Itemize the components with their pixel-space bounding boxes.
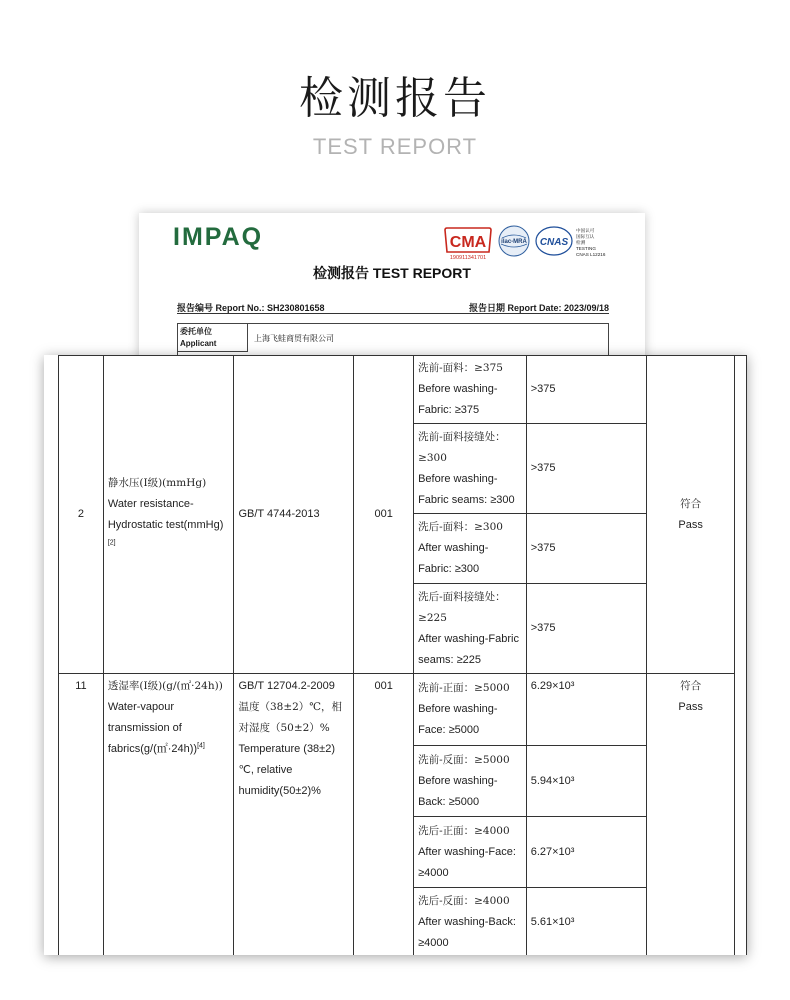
cma-number: 190911341701 (449, 255, 487, 261)
requirement-cell: 洗前-正面：≥5000 Before washing-Face: ≥5000 (414, 674, 527, 746)
requirement-cell: 洗前-反面：≥5000 Before washing-Back: ≥5000 (414, 746, 527, 817)
divider (177, 313, 609, 314)
table-row (59, 356, 747, 424)
requirement-cell: 洗后-面料：≥300 After washing-Fabric: ≥300 (414, 514, 527, 584)
item-number: 11 (59, 674, 104, 956)
report-date: 报告日期 Report Date: 2023/09/18 (468, 303, 609, 313)
requirement-cell: 洗前-面料：≥375 Before washing-Fabric: ≥375 (414, 356, 527, 424)
cma-text: CMA (449, 234, 487, 251)
item-name: 静水压(Ⅰ级)(mmHg) Water resistance-Hydrostatic test(mmHg)[2] (103, 356, 234, 674)
test-results-sheet (44, 355, 747, 955)
result-cell: >375 (526, 584, 647, 674)
sample-number: 001 (354, 674, 414, 956)
svg-text:国际互认: 国际互认 (576, 234, 595, 239)
table-row (59, 674, 747, 746)
result-cell: 6.29×10³ (526, 674, 647, 746)
result-cell: 5.94×10³ (526, 746, 647, 817)
verdict-cell: 符合 Pass (647, 356, 735, 674)
cma-mark-icon (445, 228, 491, 261)
report-heading: 检测报告 TEST REPORT (313, 265, 471, 281)
table-edge (734, 356, 746, 956)
requirement-cell: 洗前-面料接缝处：≥300 Before washing-Fabric seams: ≥300 (414, 424, 527, 514)
svg-text:CNAS L12216: CNAS L12216 (576, 252, 606, 257)
requirement-cell: 洗后-正面：≥4000 After washing-Face: ≥4000 (414, 817, 527, 888)
requirement-cell: 洗后-反面：≥4000 After washing-Back: ≥4000 (414, 888, 527, 956)
result-cell: 6.27×10³ (526, 817, 647, 888)
applicant-label: 委托单位 Applicant (178, 324, 248, 352)
item-number: 2 (59, 356, 104, 674)
report-number: 报告编号 Report No.: SH230801658 (177, 303, 325, 313)
impaq-logo: IMPAQ (173, 223, 264, 251)
ilac-text: ilac-MRA (501, 239, 527, 245)
applicant-value: 上海飞蛙商贸有限公司 (254, 334, 334, 343)
report-cover-sheet (139, 213, 645, 373)
cnas-mark-icon (536, 227, 572, 255)
certification-logos (441, 224, 621, 264)
cnas-testing-text (576, 227, 606, 257)
result-cell: >375 (526, 356, 647, 424)
page-title: 检测报告 (299, 73, 491, 124)
result-cell: >375 (526, 424, 647, 514)
svg-text:TESTING: TESTING (576, 246, 596, 251)
svg-text:中国认可: 中国认可 (576, 228, 595, 233)
sample-number: 001 (354, 356, 414, 674)
test-method: GB/T 4744-2013 (234, 356, 354, 674)
item-name: 透湿率(Ⅰ级)(g/(㎡·24h)) Water-vapour transmission of fabrics(g/(㎡·24h))[4] (103, 674, 234, 956)
verdict-cell: 符合 Pass (647, 674, 735, 956)
cnas-text: CNAS (539, 237, 569, 248)
result-cell: >375 (526, 514, 647, 584)
page-subtitle: TEST REPORT (312, 134, 478, 159)
requirement-cell: 洗后-面料接缝处：≥225 After washing-Fabric seams: ≥225 (414, 584, 527, 674)
svg-text:检测: 检测 (576, 240, 586, 245)
test-method: GB/T 12704.2-2009 温度（38±2）℃，相对湿度（50±2）% Temperature (38±2) ℃, relative humidity(50±2)% (234, 674, 354, 956)
test-results-table (58, 355, 747, 955)
ilac-mra-mark-icon (499, 226, 529, 256)
result-cell: 5.61×10³ (526, 888, 647, 956)
